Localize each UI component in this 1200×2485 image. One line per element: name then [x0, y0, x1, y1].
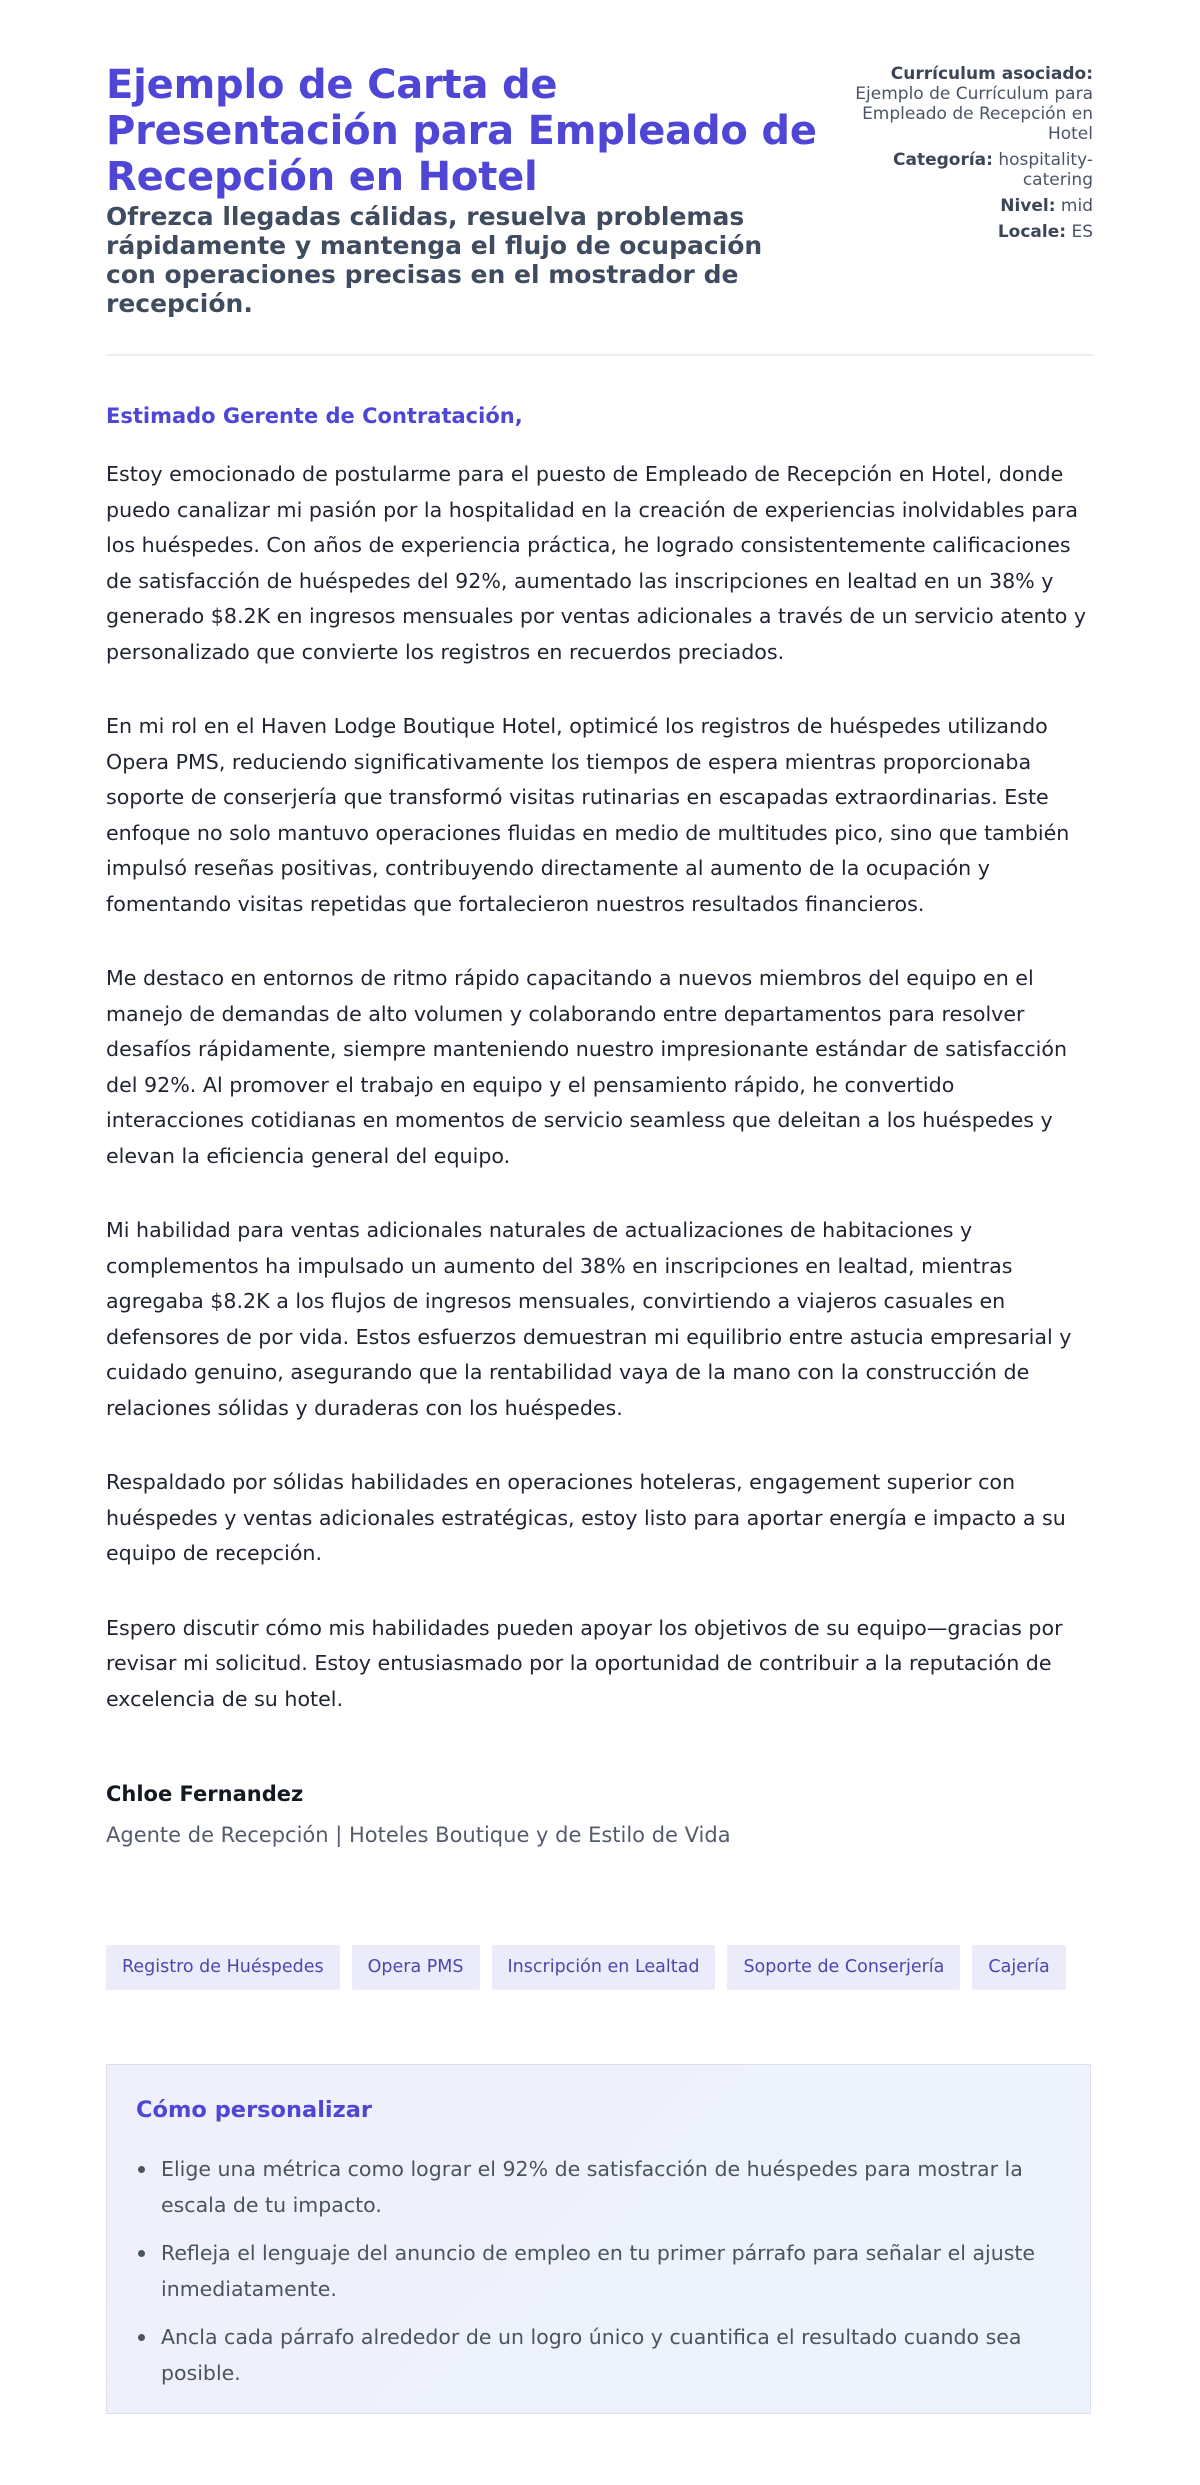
meta-level-value: mid	[1060, 196, 1093, 216]
bullet-icon	[138, 2334, 145, 2341]
skill-tag: Soporte de Conserjería	[727, 1945, 960, 1990]
metadata-panel	[843, 64, 1093, 248]
meta-resume	[843, 64, 1093, 144]
meta-resume-value: Ejemplo de Currículum para Empleado de Recepción en Hotel	[855, 84, 1093, 144]
meta-category	[843, 150, 1093, 190]
skill-tag: Cajería	[972, 1945, 1065, 1990]
tip-text: Elige una métrica como lograr el 92% de satisfacción de huéspedes para mostrar la escala de tu impacto.	[161, 2157, 1023, 2217]
letter-body	[106, 457, 1093, 1756]
letter-paragraph: Espero discutir cómo mis habilidades pueden apoyar los objetivos de su equipo—gracias por revisar mi solicitud. Estoy entusiasmado por la oportunidad de contribuir a la reputación de excelencia de su hotel.	[106, 1615, 1063, 1711]
page-title: Ejemplo de Carta de Presentación para Empleado de Recepción en Hotel	[106, 62, 817, 200]
tip-item	[161, 2151, 1081, 2223]
cover-letter-page	[106, 0, 1093, 2385]
tip-text: Refleja el lenguaje del anuncio de empleo en tu primer párrafo para señalar el ajuste inmediatamente.	[161, 2241, 1036, 2301]
letter-greeting: Estimado Gerente de Contratación,	[106, 404, 523, 428]
signature-title: Agente de Recepción | Hoteles Boutique y de Estilo de Vida	[106, 1823, 731, 1847]
page-header	[106, 0, 1093, 355]
customization-tips-box	[106, 2064, 1091, 2414]
tip-text: Ancla cada párrafo alrededor de un logro único y cuantifica el resultado cuando sea posible.	[161, 2325, 1022, 2385]
letter-paragraph: Respaldado por sólidas habilidades en operaciones hoteleras, engagement superior con huéspedes y ventas adicionales estratégicas, estoy listo para aportar energía e impacto a su equipo de recepción.	[106, 1470, 1066, 1565]
skill-tags	[106, 1945, 1066, 1990]
tip-item	[161, 2235, 1081, 2307]
skill-tag: Registro de Huéspedes	[106, 1945, 340, 1990]
bullet-icon	[138, 2250, 145, 2257]
tip-item	[161, 2319, 1081, 2391]
skill-tag: Opera PMS	[352, 1945, 480, 1990]
meta-locale-label: Locale:	[997, 222, 1067, 242]
letter-paragraph: Me destaco en entornos de ritmo rápido capacitando a nuevos miembros del equipo en el manejo de demandas de alto volumen y colaborando entre departamentos para resolver desafíos rápidamente, siempre manteniendo nuestro impresionante estándar de satisfacción del 92%. Al promover el trabajo en equipo y el pensamiento rápido, he convertido interacciones cotidianas en momentos de servicio seamless que deleitan a los huéspedes y elevan la eficiencia general del equipo.	[106, 966, 1068, 1168]
meta-category-label: Categoría:	[893, 150, 993, 170]
header-divider	[106, 354, 1093, 356]
letter-paragraph: En mi rol en el Haven Lodge Boutique Hotel, optimicé los registros de huéspedes utilizando Opera PMS, reduciendo significativamente los tiempos de espera mientras proporcionaba soporte de conserjería que transformó visitas rutinarias en escapadas extraordinarias. Este enfoque no solo mantuvo operaciones fluidas en medio de multitudes pico, sino que también impulsó reseñas positivas, contribuyendo directamente al aumento de la ocupación y fomentando visitas repetidas que fortalecieron nuestros resultados financieros.	[106, 714, 1070, 916]
letter-paragraph: Estoy emocionado de postularme para el puesto de Empleado de Recepción en Hotel, donde puedo canalizar mi pasión por la hospitalidad en la creación de experiencias inolvidables para los huéspedes. Con años de experiencia práctica, he logrado consistentemente calificaciones de satisfacción de huéspedes del 92%, aumentado las inscripciones en lealtad en un 38% y generado $8.2K en ingresos mensuales por ventas adicionales a través de un servicio atento y personalizado que convierte los registros en recuerdos preciados.	[106, 462, 1087, 664]
page-subtitle: Ofrezca llegadas cálidas, resuelva problemas rápidamente y mantenga el flujo de ocupación con operaciones precisas en el mostrador de recepción.	[106, 202, 763, 318]
meta-category-value: hospitality-catering	[998, 150, 1093, 190]
meta-level-label: Nivel:	[1000, 196, 1056, 216]
meta-level	[843, 196, 1093, 216]
skill-tag: Inscripción en Lealtad	[492, 1945, 716, 1990]
signature-name: Chloe Fernandez	[106, 1782, 304, 1806]
meta-locale	[843, 222, 1093, 242]
meta-resume-label: Currículum asociado:	[890, 64, 1093, 84]
letter-paragraph: Mi habilidad para ventas adicionales naturales de actualizaciones de habitaciones y complementos ha impulsado un aumento del 38% en inscripciones en lealtad, mientras agregaba $8.2K a los flujos de ingresos mensuales, convirtiendo a viajeros casuales en defensores de por vida. Estos esfuerzos demuestran mi equilibrio entre astucia empresarial y cuidado genuino, asegurando que la rentabilidad vaya de la mano con la construcción de relaciones sólidas y duraderas con los huéspedes.	[106, 1218, 1072, 1420]
meta-locale-value: ES	[1071, 222, 1093, 242]
tips-list	[136, 2151, 1081, 2403]
tips-heading: Cómo personalizar	[136, 2097, 373, 2123]
bullet-icon	[138, 2166, 145, 2173]
